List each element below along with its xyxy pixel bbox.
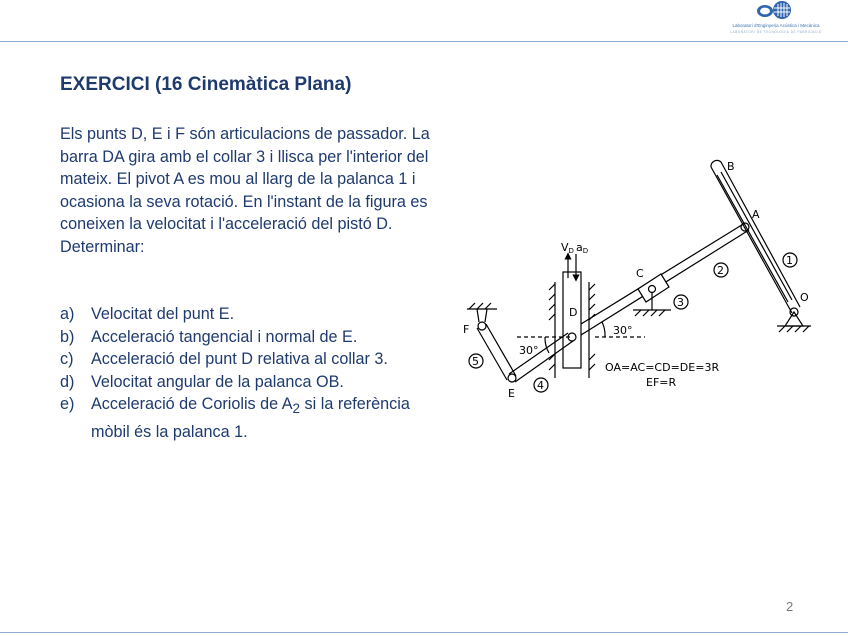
question-text: Acceleració tangencial i normal de E. [91,327,358,346]
velocity-label: VD [561,241,574,255]
angle-arc [602,322,605,337]
angle-arc [545,337,549,353]
question-text-after: si la referència mòbil és la palanca 1. [91,395,410,442]
question-label: c) [60,350,74,369]
question-item [60,393,440,443]
logo-text: Laboratori d'Enginyeria Acústica i Mecànica [732,23,820,28]
lever-1 [711,160,800,313]
angle-top-label: 30° [613,324,633,337]
logo-subtext: LABORATORI DE TECNOLOGIA DE FABRICACIÓ [730,30,822,34]
page-number: 2 [786,599,794,614]
label-A: A [752,208,760,221]
question-label: a) [60,305,75,323]
label-1: 1 [786,254,793,267]
label-F: F [463,323,470,336]
label-4: 4 [537,379,544,392]
slide-title: EXERCICI (16 Cinemàtica Plana) [60,74,352,95]
label-E: E [508,387,515,400]
question-label: d) [60,372,75,391]
question-item [60,371,440,394]
question-item [60,326,440,349]
question-text: Acceleració del punt D relativa al collar 3. [91,350,388,369]
footer-rule [0,632,848,633]
question-list [60,303,440,444]
collar-3 [633,274,671,316]
question-subscript: 2 [292,401,301,417]
label-O: O [800,291,809,304]
acceleration-label: aD [576,241,589,255]
label-3: 3 [677,296,684,309]
question-label: b) [60,327,75,346]
question-item [60,348,440,371]
mechanism-figure [455,150,825,410]
link-5 [467,303,516,380]
piston-guide [549,272,595,378]
label-B: B [727,160,735,173]
label-D: D [569,306,578,319]
pivot-O [777,308,811,332]
angle-bottom-label: 30° [519,344,539,357]
equation-1: OA=AC=CD=DE=3R [605,361,720,374]
problem-paragraph: Els punts D, E i F són articulacions de passador. La barra DA gira amb el collar 3 i llisca per l'interior del mateix. El pivot A es mou al llarg de la palanca 1 i ocasiona la seva rotació. En l'instant de la figura es coneixen la velocitat i l'acceleració del pistó D. Determinar: [60,125,430,256]
question-text [91,395,410,441]
label-2: 2 [717,264,724,277]
question-text-before: Acceleració de Coriolis de A [91,395,293,414]
question-label: e) [60,395,75,414]
header-rule [0,41,848,42]
label-5: 5 [472,355,479,368]
problem-statement [60,123,430,259]
label-C: C [636,267,644,280]
question-text: Velocitat del punt E. [91,305,235,323]
equation-2: EF=R [646,376,677,389]
question-text: Velocitat angular de la palanca OB. [91,372,344,391]
question-item [60,303,440,326]
